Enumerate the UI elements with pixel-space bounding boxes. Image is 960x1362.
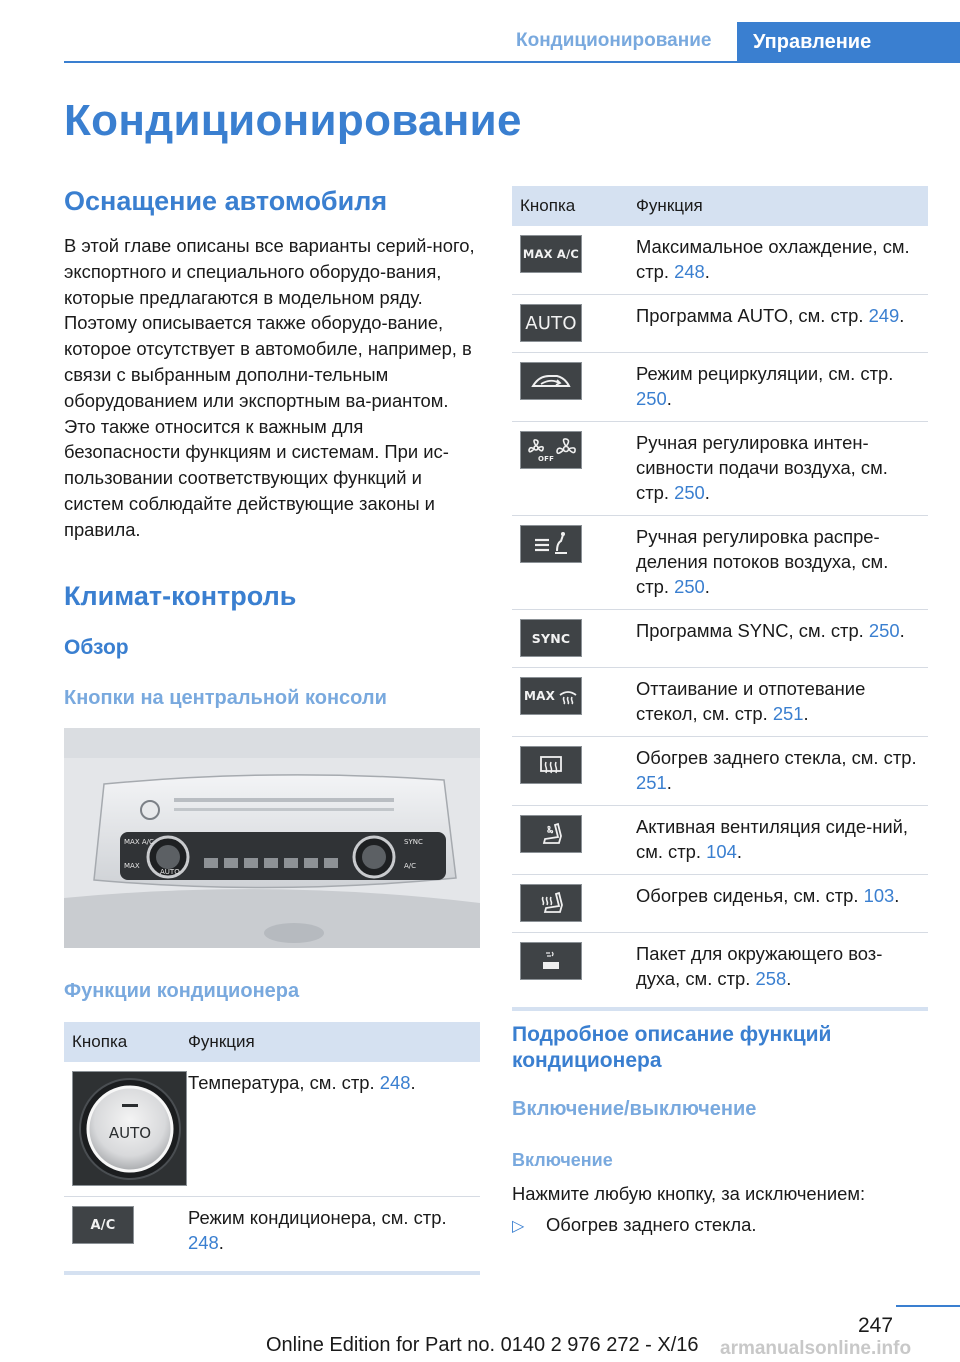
svg-text:OFF: OFF xyxy=(538,455,555,463)
table-row: AUTO Программа AUTO, см. стр. 249. xyxy=(512,295,928,353)
climate-heading: Климат-контроль xyxy=(64,581,297,611)
page-link[interactable]: 251 xyxy=(772,703,804,724)
svg-text:SYNC: SYNC xyxy=(404,838,423,846)
table-header-function: Функция xyxy=(188,1022,480,1062)
ac-functions-heading: Функции кондиционера xyxy=(64,980,300,1002)
max-ac-button-icon: MAX A/C xyxy=(520,235,582,273)
table-row: Обогрев заднего стекла, см. стр. 251. xyxy=(512,737,928,806)
right-function-table xyxy=(512,186,928,1011)
edition-line: Online Edition for Part no. 0140 2 976 272 - X/16 xyxy=(266,1334,699,1356)
table-row: MAX A/C Максимальное охлаждение, см. стр. 248. xyxy=(512,226,928,295)
page-link[interactable]: 103 xyxy=(863,885,895,906)
table-header-function: Функция xyxy=(636,186,928,226)
table-row: Пакет для окружающего воз-духа, см. стр. 258. xyxy=(512,933,928,1002)
page-link[interactable]: 248 xyxy=(379,1072,411,1093)
fan-speed-icon xyxy=(520,431,582,469)
watermark: armanualsonline.info xyxy=(720,1338,912,1359)
footer-rule xyxy=(896,1305,960,1307)
table-header-button: Кнопка xyxy=(512,186,636,226)
seat-heating-icon xyxy=(520,884,582,922)
header-rule xyxy=(64,61,960,63)
svg-text:MAX: MAX xyxy=(124,862,140,870)
table-row: MAX Оттаивание и отпотевание стекол, см. стр. 251. xyxy=(512,668,928,737)
svg-text:MAX A/C: MAX A/C xyxy=(124,838,154,846)
page-link[interactable]: 249 xyxy=(868,305,900,326)
page-link[interactable]: 248 xyxy=(674,261,705,282)
table-row: SYNC Программа SYNC, см. стр. 250. xyxy=(512,610,928,668)
ac-button-icon: A/C xyxy=(72,1206,134,1244)
left-function-table xyxy=(64,1022,480,1275)
air-distribution-icon xyxy=(520,525,582,563)
ambient-air-icon xyxy=(520,942,582,980)
auto-button-icon: AUTO xyxy=(520,304,582,342)
onoff-heading: Включение/выключение xyxy=(512,1098,757,1120)
page-link[interactable]: 250 xyxy=(636,388,667,409)
table-row: AUTO Температура, см. стр. 248. xyxy=(64,1062,480,1197)
page-link[interactable]: 250 xyxy=(674,576,705,597)
details-heading: Подробное описание функций кондиционера xyxy=(512,1023,832,1072)
seat-ventilation-icon xyxy=(520,815,582,853)
svg-text:A/C: A/C xyxy=(404,862,417,870)
chapter-title: Кондиционирование xyxy=(64,96,522,145)
table-row: Режим рециркуляции, см. стр. 250. xyxy=(512,353,928,422)
table-end-rule xyxy=(512,1007,928,1011)
knob-label: AUTO xyxy=(108,1123,151,1142)
header-section-title: Кондиционирование xyxy=(516,30,712,51)
svg-text:AUTO: AUTO xyxy=(160,868,180,876)
page-link[interactable]: 250 xyxy=(868,620,900,641)
equipment-heading: Оснащение автомобиля xyxy=(64,186,388,216)
equipment-text: В этой главе описаны все варианты серий-ного, экспортного и специального оборудо-вания, которые предлагаются в модельном ряду. Поэтому описывается также оборудо-вание, которое отсутствует в автомобиле, например, в связи с выбранным дополни-тельным оборудованием или экспортным ва-риантом. Это также относится к важным для безопасности функциям и системам. При ис-пользовании соответствующих функций и систем соблюдайте действующие законы и правила. xyxy=(64,235,475,540)
list-item: ▷ Обогрев заднего стекла. xyxy=(512,1212,757,1240)
page-link[interactable]: 248 xyxy=(188,1232,219,1253)
sync-button-icon: SYNC xyxy=(520,619,582,657)
on-heading: Включение xyxy=(512,1150,613,1170)
center-console-photo xyxy=(64,728,480,948)
table-row: Активная вентиляция сиде-ний, см. стр. 104. xyxy=(512,806,928,875)
triangle-bullet-icon: ▷ xyxy=(512,1218,525,1235)
overview-heading: Обзор xyxy=(64,636,129,659)
page-link[interactable]: 251 xyxy=(636,772,667,793)
max-defrost-icon: MAX xyxy=(520,677,582,715)
recirculation-icon xyxy=(520,362,582,400)
table-row: Обогрев сиденья, см. стр. 103. xyxy=(512,875,928,933)
function-text: Режим кондиционера, см. стр. xyxy=(188,1207,447,1228)
table-header-button: Кнопка xyxy=(64,1022,188,1062)
console-buttons-heading: Кнопки на центральной консоли xyxy=(64,687,387,709)
table-end-rule xyxy=(64,1271,480,1275)
page-link[interactable]: 104 xyxy=(706,841,737,862)
header-chapter-tab[interactable]: Управление xyxy=(737,22,960,63)
function-text: Температура, см. стр. xyxy=(188,1072,375,1093)
table-row: OFF Ручная регулировка интен-сивности подачи воздуха, см. стр. 250. xyxy=(512,422,928,516)
page-link[interactable]: 250 xyxy=(674,482,705,503)
table-row: Ручная регулировка распре-деления потоков воздуха, см. стр. 250. xyxy=(512,516,928,610)
page-number: 247 xyxy=(858,1314,894,1337)
table-row: A/C Режим кондиционера, см. стр. 248. xyxy=(64,1197,480,1266)
temperature-knob-icon xyxy=(72,1071,187,1186)
on-text: Нажмите любую кнопку, за исключением: xyxy=(512,1183,866,1204)
rear-defrost-icon xyxy=(520,746,582,784)
page-link[interactable]: 258 xyxy=(755,968,787,989)
